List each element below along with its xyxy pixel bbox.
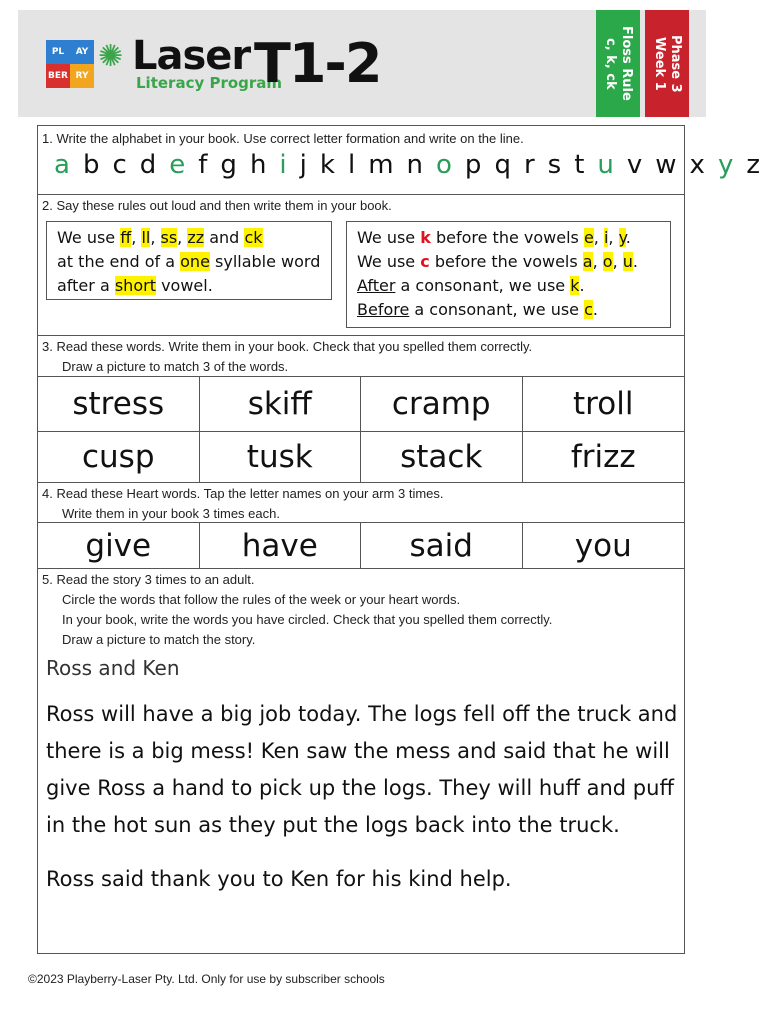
rule1-ff: ff (120, 228, 132, 247)
playberry-puzzle-logo (46, 40, 94, 88)
alphabet-letter: v (626, 150, 643, 180)
rule2-we-use-k: We use (357, 228, 416, 247)
alphabet-letter: s (547, 150, 562, 180)
rule1-one: one (180, 252, 210, 271)
laser-burst-icon: ✺ (98, 39, 124, 74)
section5-instruction-2: Circle the words that follow the rules of the week or your heart words. (62, 592, 461, 607)
word-cell: stack (361, 431, 523, 482)
story-paragraph-2: Ross said thank you to Ken for his kind help. (46, 867, 512, 891)
logo-tile-pl: PL (46, 40, 70, 64)
floss-rule-line3 (57, 274, 321, 298)
section4-instruction-1: 4. Read these Heart words. Tap the letter names on your arm 3 times. (42, 486, 444, 501)
ck-rule-line4: Before a consonant, we use c. (357, 300, 598, 319)
ck-rule-line3: After a consonant, we use k. (357, 276, 585, 295)
rule2-before: Before (357, 300, 410, 319)
alphabet-letter: f (198, 150, 208, 180)
rule2-after-rest: a consonant, we use (400, 276, 566, 295)
rule2-c-highlight: c (584, 300, 593, 319)
c-k-rule-box (346, 221, 671, 328)
alphabet-letter: m (368, 150, 394, 180)
alphabet-letter: i (279, 150, 287, 180)
alphabet-letter: y (717, 150, 734, 180)
rule1-zz: zz (187, 228, 205, 247)
ck-rule-line1: We use k before the vowels e, i, y. (357, 228, 631, 247)
word-cell: troll (573, 386, 634, 422)
alphabet-letter: r (523, 150, 535, 180)
section-words (38, 335, 684, 483)
alphabet-letter: w (655, 150, 677, 180)
alphabet-letter: h (249, 150, 267, 180)
rule2-before-rest: a consonant, we use (414, 300, 580, 319)
alphabet-letter: g (220, 150, 237, 180)
phase-tag (645, 10, 689, 117)
word-cell: tusk (200, 431, 362, 482)
rule2-after: After (357, 276, 396, 295)
rule2-vowel-e: e (583, 228, 594, 247)
rule1-ll: ll (141, 228, 151, 247)
heart-word-row (38, 522, 684, 569)
rule1-ck: ck (244, 228, 263, 247)
rule2-vowel-a: a (582, 252, 593, 271)
section4-instruction-2: Write them in your book 3 times each. (62, 506, 280, 521)
section1-instruction: 1. Write the alphabet in your book. Use correct letter formation and write on the line. (42, 131, 524, 146)
section2-instruction: 2. Say these rules out loud and then write them in your book. (42, 198, 392, 213)
rule2-vowel-i: i (603, 228, 609, 247)
word-cell: frizz (570, 438, 636, 475)
section-rules (38, 194, 684, 336)
alphabet-letter: d (139, 150, 157, 180)
word-row-1 (38, 376, 684, 432)
section-alphabet (38, 126, 760, 195)
section5-instruction-3: In your book, write the words you have circled. Check that you spelled them correctly. (62, 612, 553, 627)
word-cell: skiff (200, 377, 362, 431)
section-story (38, 568, 684, 953)
rule1-ss: ss (160, 228, 178, 247)
ck-rule-line2: We use c before the vowels a, o, u. (357, 252, 638, 271)
rule1-line3b: vowel. (161, 276, 213, 295)
rule2-vowel-y: y (618, 228, 626, 247)
word-cell: cramp (361, 377, 523, 431)
story-text (46, 696, 678, 898)
heart-word-cell: give (38, 523, 200, 569)
copyright-footer: ©2023 Playberry-Laser Pty. Ltd. Only for use by subscriber schools (28, 972, 385, 986)
alphabet-letter: c (112, 150, 127, 180)
alphabet-letter: e (169, 150, 186, 180)
logo-tile-ry: RY (70, 64, 94, 88)
rule2-vowel-o: o (602, 252, 613, 271)
rule-tag-text: Floss Rule c, k, ck (603, 26, 634, 101)
rule2-before-vowels-1: before the vowels (435, 228, 579, 247)
heart-word-cell: said (361, 523, 523, 569)
logo-subtitle: Literacy Program (136, 74, 283, 92)
worksheet (37, 125, 760, 954)
rule2-c-red: c (420, 252, 430, 271)
section3-instruction-2: Draw a picture to match 3 of the words. (62, 359, 289, 374)
alphabet-letter: z (746, 150, 760, 180)
section5-instruction-4: Draw a picture to match the story. (62, 632, 256, 647)
floss-rule-box (46, 221, 332, 300)
rule1-short: short (114, 276, 156, 295)
story-title: Ross and Ken (46, 656, 180, 680)
story-paragraph-1: Ross will have a big job today. The logs fell off the truck and there is a big mess! Ken saw the mess and said that he will give Ross a hand to pick up the logs. They will huff and puff in the hot sun as they put the logs back into the truck. (46, 702, 678, 837)
word-cell: stress (38, 377, 200, 431)
section-heart-words (38, 482, 684, 569)
rule1-line3a: after a (57, 276, 110, 295)
floss-rule-line1: We use ff, ll, ss, zz and ck (57, 228, 263, 247)
floss-rule-line2 (57, 250, 321, 274)
rule1-line2a: at the end of a (57, 252, 176, 271)
worksheet-header (18, 10, 706, 117)
rule2-vowel-u: u (622, 252, 633, 271)
rule1-and: and (209, 228, 240, 247)
word-cell: cusp (38, 431, 200, 482)
rule2-k-highlight: k (570, 276, 580, 295)
logo-name: Laser (132, 33, 251, 79)
logo-tile-ay: AY (70, 40, 94, 64)
rule1-we-use: We use (57, 228, 116, 247)
alphabet-letter: u (597, 150, 614, 180)
alphabet-letter: a (54, 150, 70, 180)
rule1-line2b: syllable word (215, 252, 321, 271)
rule2-before-vowels-2: before the vowels (434, 252, 578, 271)
alphabet-letter: n (406, 150, 423, 180)
heart-word-cell: you (574, 528, 632, 564)
alphabet-letter: l (347, 150, 356, 180)
level-title: T1-2 (254, 32, 381, 95)
section5-instruction-1: 5. Read the story 3 times to an adult. (42, 572, 255, 587)
section3-instruction-1: 3. Read these words. Write them in your book. Check that you spelled them correctly. (42, 339, 533, 354)
alphabet-letter: k (319, 150, 335, 180)
alphabet-letter: o (436, 150, 452, 180)
alphabet-letter: j (299, 150, 307, 180)
alphabet-row (54, 150, 760, 180)
alphabet-letter: p (464, 150, 482, 180)
alphabet-letter: t (574, 150, 585, 180)
alphabet-letter: q (494, 150, 511, 180)
rule2-k-red: k (420, 228, 431, 247)
rule2-we-use-c: We use (357, 252, 416, 271)
alphabet-letter: x (689, 150, 705, 180)
alphabet-letter: b (82, 150, 100, 180)
phase-tag-text: Phase 3 Week 1 (652, 34, 683, 93)
rule-tag (596, 10, 640, 117)
heart-word-cell: have (200, 523, 362, 569)
word-row-2 (38, 431, 684, 482)
logo-tile-ber: BER (46, 64, 70, 88)
